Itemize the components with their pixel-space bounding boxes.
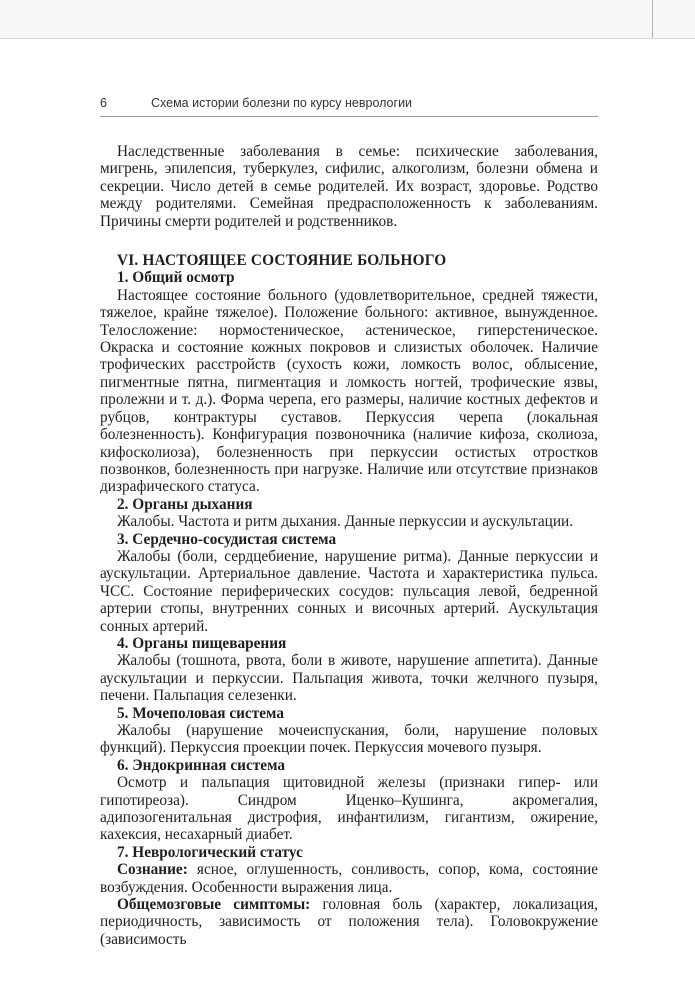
book-spine-edge: [652, 0, 653, 38]
neuro-cerebral-symptoms-text: головная боль (характер, локализация, периодичность, зависимость от положения тела). Головокружение (зависимость: [100, 896, 598, 948]
neuro-consciousness-paragraph: [100, 861, 598, 896]
subsection-title-endocrine: 6. Эндокринная система: [117, 756, 286, 774]
neuro-cerebral-symptoms-paragraph: [100, 896, 598, 948]
page-number: 6: [100, 96, 107, 110]
subsection-text-urogenital: Жалобы (нарушение мочеиспускания, боли, нарушение половых функций). Перкуссия проекции почек. Перкуссия мочевого пузыря.: [100, 722, 598, 757]
run-in-heading-cerebral-symptoms: Общемозговые симптомы:: [117, 896, 311, 914]
header-divider: [100, 116, 598, 117]
subsection-title-neurological: 7. Неврологический статус: [117, 843, 303, 861]
section-title: VI. НАСТОЯЩЕЕ СОСТОЯНИЕ БОЛЬНОГО: [117, 252, 447, 270]
run-in-heading-consciousness: Сознание:: [117, 861, 188, 879]
running-title: Схема истории болезни по курсу неврологии: [151, 96, 413, 110]
neuro-consciousness-text: ясное, оглушенность, сонливость, сопор, кома, состояние возбуждения. Особенности выражения лица.: [100, 861, 598, 896]
subsection-text-digestive: Жалобы (тошнота, рвота, боли в животе, нарушение аппетита). Данные аускультации и перкуссии. Пальпация живота, точки желчного пузыря, печени. Пальпация селезенки.: [100, 652, 598, 705]
subsection-text-general-exam: Настоящее состояние больного (удовлетворительное, средней тяжести, тяжелое, крайне тяжелое). Положение больного: активное, вынужденное. Телосложение: нормостеническое, астеническое, гиперстеническое. Окраска и состояние кожных покровов и слизистых оболочек. Наличие трофических расстройств (сухость кожи, ломкость волос, облысение, пигментные пятна, пигментация и ломкость ногтей, трофические язвы, пролежни и т. д.). Форма черепа, его размеры, наличие костных дефектов и рубцов, контрактуры суставов. Перкуссия черепа (локальная болезненность). Конфигурация позвоночника (наличие кифоза, сколиоза, кифосколиоза), болезненность при перкуссии остистых отростков позвонков, болезненность при нагрузке. Наличие или отсутствие признаков дизрафического статуса.: [100, 286, 598, 496]
subsection-title-cardiovascular: 3. Сердечно-сосудистая система: [117, 530, 337, 548]
page-body: [100, 143, 598, 948]
subsection-title-respiratory: 2. Органы дыхания: [117, 495, 253, 513]
intro-paragraph: Наследственные заболевания в семье: психические заболевания, мигрень, эпилепсия, туберкулез, сифилис, алкоголизм, болезни обмена и секреции. Число детей в семье родителей. Их возраст, здоровье. Родство между родителями. Семейная предрасположенность к заболеваниям. Причины смерти родителей и родственников.: [100, 143, 598, 230]
subsection-text-cardiovascular: Жалобы (боли, сердцебиение, нарушение ритма). Данные перкуссии и аускультации. Артериальное давление. Частота и характеристика пульса. ЧСС. Состояние периферических сосудов: пульсация левой, бедренной артерии стопы, внутренних сонных и височных артерий. Аускультация сонных артерий.: [100, 547, 598, 635]
subsection-title-urogenital: 5. Мочеполовая система: [117, 704, 284, 722]
running-header: [100, 96, 598, 110]
subsection-title-digestive: 4. Органы пищеварения: [117, 634, 287, 652]
subsection-text-respiratory: Жалобы. Частота и ритм дыхания. Данные перкуссии и аускультации.: [117, 513, 574, 531]
subsection-title-general-exam: 1. Общий осмотр: [117, 269, 235, 287]
subsection-text-endocrine: Осмотр и пальпация щитовидной железы (признаки гипер- или гипотиреоза). Синдром Иценко–Кушинга, акромегалия, адипозогенитальная дистрофия, инфантилизм, гигантизм, ожирение, кахексия, несахарный диабет.: [100, 774, 598, 844]
scan-top-margin: [0, 0, 695, 39]
